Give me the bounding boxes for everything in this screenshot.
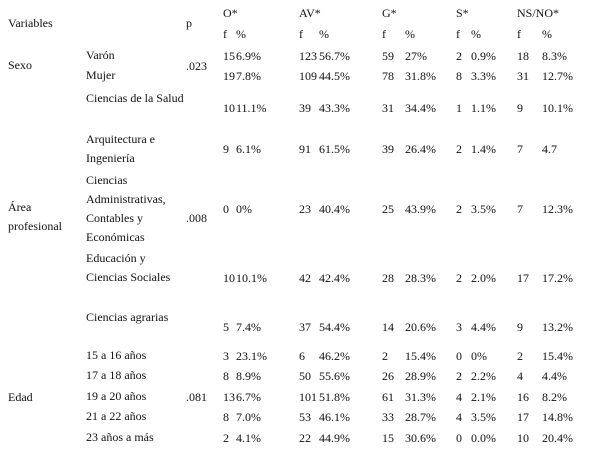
table-cell: 33 xyxy=(382,409,394,424)
table-cell: 20.4% xyxy=(542,430,573,445)
table-cell: 4.4% xyxy=(542,368,567,383)
table-cell: 1.1% xyxy=(471,101,496,115)
table-cell: 1 xyxy=(456,101,462,115)
table-cell: 28.9% xyxy=(405,368,436,383)
table-cell: 28.3% xyxy=(405,270,436,285)
table-cell: 4.4% xyxy=(471,320,496,334)
table-cell: 46.2% xyxy=(319,348,350,363)
table-cell: 3 xyxy=(223,348,229,363)
header-f: f xyxy=(456,27,460,41)
table-cell: 7.4% xyxy=(236,320,261,334)
table-cell: 50 xyxy=(299,368,311,383)
table-cell: 61 xyxy=(382,389,394,404)
table-cell: 17 xyxy=(517,270,529,285)
table-cell: 46.1% xyxy=(319,409,350,424)
table-cell: 0 xyxy=(223,202,229,216)
table-cell: 2 xyxy=(456,368,462,383)
table-cell: 13 xyxy=(223,389,235,404)
table-cell: 9 xyxy=(223,142,229,156)
table-cell: 42 xyxy=(299,270,311,285)
table-cell: 9 xyxy=(517,320,523,334)
row-label: Arquitectura e Ingeniería xyxy=(86,132,155,165)
table-cell: 0% xyxy=(236,202,252,216)
table-cell: 4.1% xyxy=(236,430,261,445)
table-cell: 8.2% xyxy=(542,389,567,404)
table-cell: 2 xyxy=(223,430,229,445)
table-cell: 14.8% xyxy=(542,409,573,424)
table-cell: 31.8% xyxy=(405,68,436,83)
table-cell: 34.4% xyxy=(405,101,436,115)
table-cell: 4.7 xyxy=(542,142,557,156)
table-cell: 43.9% xyxy=(405,202,436,216)
table-cell: 13.2% xyxy=(542,320,573,334)
table-cell: 22 xyxy=(299,430,311,445)
table-cell: 40.4% xyxy=(319,202,350,216)
table-cell: 10.1% xyxy=(236,270,267,285)
table-cell: 3 xyxy=(456,320,462,334)
table-cell: 2 xyxy=(456,270,462,285)
section-p-value: .023 xyxy=(186,58,207,73)
table-cell: 7.8% xyxy=(236,68,261,83)
table-cell: 26 xyxy=(382,368,394,383)
row-label: 23 años a más xyxy=(86,430,154,444)
table-cell: 51.8% xyxy=(319,389,350,404)
row-label: 15 a 16 años xyxy=(86,348,147,362)
table-cell: 109 xyxy=(299,68,317,83)
header-group: AV* xyxy=(299,6,321,20)
table-cell: 91 xyxy=(299,142,311,156)
header-f: f xyxy=(517,27,521,41)
table-cell: 56.7% xyxy=(319,48,350,63)
table-cell: 0.0% xyxy=(471,430,496,445)
table-cell: 7 xyxy=(517,142,523,156)
header-pct: % xyxy=(319,27,329,41)
table-cell: 15.4% xyxy=(542,348,573,363)
table-cell: 17 xyxy=(517,409,529,424)
table-cell: 53 xyxy=(299,409,311,424)
header-pct: % xyxy=(542,27,552,41)
header-group: G* xyxy=(382,6,397,20)
header-group: O* xyxy=(223,6,238,20)
table-cell: 4 xyxy=(517,368,523,383)
table-cell: 8.3% xyxy=(542,48,567,63)
table-cell: 101 xyxy=(299,389,317,404)
table-cell: 0.9% xyxy=(471,48,496,63)
table-cell: 31 xyxy=(382,101,394,115)
header-variables: Variables xyxy=(8,16,53,30)
table-cell: 0% xyxy=(471,348,487,363)
row-label: Mujer xyxy=(86,68,116,82)
table-cell: 14 xyxy=(382,320,394,334)
table-cell: 16 xyxy=(517,389,529,404)
table-cell: 37 xyxy=(299,320,311,334)
section-label: Sexo xyxy=(8,58,32,72)
table-cell: 20.6% xyxy=(405,320,436,334)
table-cell: 54.4% xyxy=(319,320,350,334)
table-cell: 39 xyxy=(382,142,394,156)
table-cell: 23.1% xyxy=(236,348,267,363)
table-cell: 8 xyxy=(456,68,462,83)
table-cell: 30.6% xyxy=(405,430,436,445)
table-cell: 6.9% xyxy=(236,48,261,63)
header-f: f xyxy=(223,27,227,41)
table-cell: 7 xyxy=(517,202,523,216)
table-cell: 3.3% xyxy=(471,68,496,83)
table-cell: 6.1% xyxy=(236,142,261,156)
row-label: Ciencias de la Salud xyxy=(86,91,184,105)
row-label: Ciencias agrarias xyxy=(86,310,169,324)
section-p-value: .081 xyxy=(186,389,207,404)
header-group: NS/NO* xyxy=(517,6,560,20)
table-cell: 2 xyxy=(382,348,388,363)
header-pct: % xyxy=(236,27,246,41)
table-cell: 12.3% xyxy=(542,202,573,216)
table-cell: 2 xyxy=(517,348,523,363)
row-label: Varón xyxy=(86,48,115,62)
table-cell: 55.6% xyxy=(319,368,350,383)
row-label: 19 a 20 años xyxy=(86,389,147,403)
header-group: S* xyxy=(456,6,469,20)
table-cell: 26.4% xyxy=(405,142,436,156)
table-cell: 5 xyxy=(223,320,229,334)
table-cell: 43.3% xyxy=(319,101,350,115)
table-cell: 7.0% xyxy=(236,409,261,424)
table-cell: 15 xyxy=(382,430,394,445)
table-cell: 78 xyxy=(382,68,394,83)
table-cell: 2 xyxy=(456,48,462,63)
table-cell: 18 xyxy=(517,48,529,63)
table-cell: 8 xyxy=(223,368,229,383)
table-cell: 2.2% xyxy=(471,368,496,383)
table-cell: 8.9% xyxy=(236,368,261,383)
section-p-value: .008 xyxy=(186,210,207,225)
table-cell: 28.7% xyxy=(405,409,436,424)
table-cell: 4 xyxy=(456,409,462,424)
table-cell: 12.7% xyxy=(542,68,573,83)
row-label: Educación y Ciencias Sociales xyxy=(86,251,171,284)
table-cell: 3.5% xyxy=(471,409,496,424)
table-cell: 15 xyxy=(223,48,235,63)
table-cell: 19 xyxy=(223,68,235,83)
table-cell: 1.4% xyxy=(471,142,496,156)
section-label: Área profesional xyxy=(8,200,62,233)
table-cell: 6 xyxy=(299,348,305,363)
table-cell: 61.5% xyxy=(319,142,350,156)
table-cell: 2.1% xyxy=(471,389,496,404)
table-cell: 10.1% xyxy=(542,101,573,115)
table-cell: 6.7% xyxy=(236,389,261,404)
table-cell: 59 xyxy=(382,48,394,63)
header-p: p xyxy=(186,16,192,30)
table-cell: 3.5% xyxy=(471,202,496,216)
table-cell: 10 xyxy=(517,430,529,445)
table-cell: 42.4% xyxy=(319,270,350,285)
table-cell: 10 xyxy=(223,101,235,115)
table-cell: 39 xyxy=(299,101,311,115)
table-cell: 2.0% xyxy=(471,270,496,285)
header-f: f xyxy=(382,27,386,41)
table-cell: 17.2% xyxy=(542,270,573,285)
table-cell: 0 xyxy=(456,430,462,445)
section-label: Edad xyxy=(8,390,33,404)
table-cell: 2 xyxy=(456,202,462,216)
table-cell: 15.4% xyxy=(405,348,436,363)
table-cell: 9 xyxy=(517,101,523,115)
table-cell: 31 xyxy=(517,68,529,83)
table-cell: 27% xyxy=(405,48,427,63)
table-cell: 2 xyxy=(456,142,462,156)
table-cell: 28 xyxy=(382,270,394,285)
header-f: f xyxy=(299,27,303,41)
table-cell: 25 xyxy=(382,202,394,216)
table-cell: 31.3% xyxy=(405,389,436,404)
table-cell: 123 xyxy=(299,48,317,63)
row-label: Ciencias Administrativas, Contables y Económicas xyxy=(86,173,166,244)
table-cell: 0 xyxy=(456,348,462,363)
table-cell: 4 xyxy=(456,389,462,404)
table-cell: 44.9% xyxy=(319,430,350,445)
table-cell: 11.1% xyxy=(236,101,267,115)
table-cell: 10 xyxy=(223,270,235,285)
table-cell: 23 xyxy=(299,202,311,216)
row-label: 21 a 22 años xyxy=(86,409,147,423)
header-pct: % xyxy=(471,27,481,41)
header-pct: % xyxy=(405,27,415,41)
row-label: 17 a 18 años xyxy=(86,368,147,382)
table-cell: 44.5% xyxy=(319,68,350,83)
table-cell: 8 xyxy=(223,409,229,424)
